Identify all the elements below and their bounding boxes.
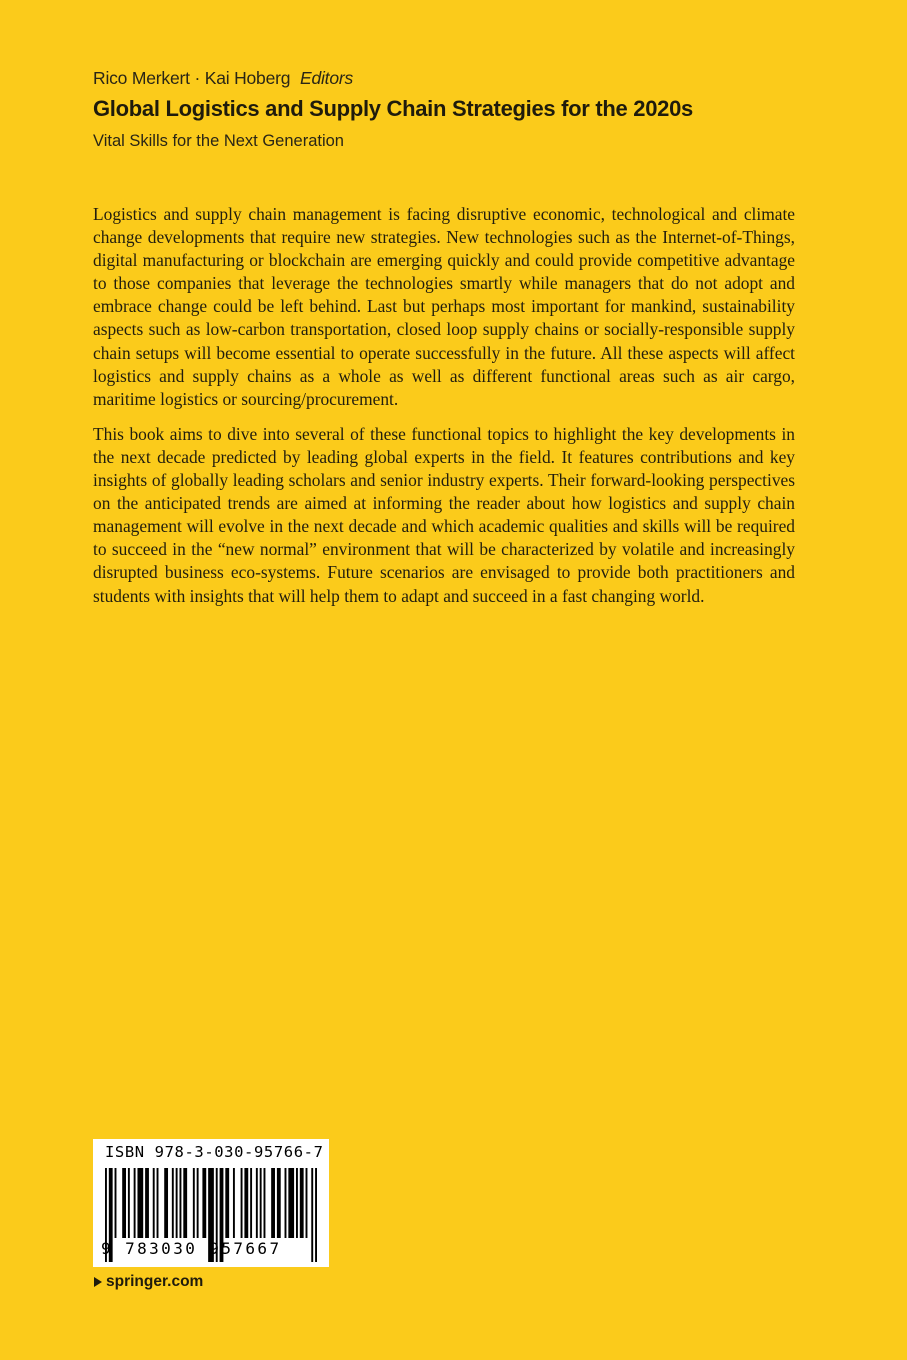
barcode-bar [134, 1168, 136, 1238]
barcode-bar [179, 1168, 181, 1238]
isbn-barcode [93, 1139, 329, 1267]
barcode-bar [164, 1168, 168, 1238]
barcode-bar [271, 1168, 275, 1238]
editors-line [93, 66, 813, 90]
barcode-bar [128, 1168, 130, 1238]
publisher-url: springer.com [106, 1273, 204, 1290]
barcode-bar [264, 1168, 266, 1238]
editors-role: Editors [299, 68, 354, 88]
barcode-bar [244, 1168, 248, 1238]
barcode-bar [176, 1168, 178, 1238]
barcode-bar [260, 1168, 262, 1238]
barcode-bar [122, 1168, 126, 1238]
barcode-bar [137, 1168, 143, 1238]
barcode-bar [296, 1168, 298, 1238]
blurb-paragraph: Logistics and supply chain management is facing disruptive economic, technological and climate change developments that require new strategies. New technologies such as the Internet-of-Things, digital manufacturing or blockchain are emerging quickly and could provide competitive advantage to those companies that leverage the technologies smartly while managers that do not adopt and embrace change could be left behind. Last but perhaps most important for mankind, sustainability aspects such as low-carbon transportation, closed loop supply chains or socially-responsible supply chain setups will become essential to operate successfully in the future. All these aspects will affect logistics and supply chains as a whole as well as different functional areas such as air cargo, maritime logistics or sourcing/procurement. [93, 204, 795, 409]
editor-names: Rico Merkert · Kai Hoberg [93, 68, 291, 88]
book-title: Global Logistics and Supply Chain Strategies for the 2020s [93, 96, 693, 121]
barcode-bar [233, 1168, 235, 1238]
barcode-bar [225, 1168, 229, 1238]
barcode-bar [115, 1168, 117, 1238]
barcode-bar [153, 1168, 155, 1238]
barcode-bar [241, 1168, 243, 1238]
barcode-bar [300, 1168, 304, 1238]
barcode-bar [288, 1168, 294, 1238]
barcode-bar [202, 1168, 206, 1238]
isbn-label: ISBN 978-3-030-95766-7 [105, 1143, 324, 1161]
barcode-bar [306, 1168, 308, 1238]
barcode-bar [172, 1168, 174, 1238]
barcode-bar [277, 1168, 281, 1238]
barcode-bar [311, 1168, 313, 1262]
barcode-bar [157, 1168, 159, 1238]
barcode-bar [197, 1168, 199, 1238]
barcode-bar [145, 1168, 149, 1238]
arrow-right-icon [93, 1276, 103, 1288]
barcode-bar [285, 1168, 287, 1238]
barcode-bar [183, 1168, 187, 1238]
barcode-bar [256, 1168, 258, 1238]
barcode-bar [315, 1168, 317, 1262]
barcode-bar [250, 1168, 252, 1238]
blurb-text [93, 203, 795, 608]
blurb-paragraph: This book aims to dive into several of these functional topics to highlight the key developments in the next decade predicted by leading global experts in the field. It features contributions and key insights of globally leading scholars and senior industry experts. Their forward-looking perspectives on the anticipated trends are aimed at informing the reader about how logistics and supply chain management will evolve in the next decade and which academic qualities and skills will be required to succeed in the “new normal” environment that will be characterized by volatile and increasingly disrupted business eco-systems. Future scenarios are envisaged to provide both practitioners and students with insights that will help them to adapt and succeed in a fast changing world. [93, 423, 795, 606]
publisher-link[interactable] [93, 1273, 203, 1291]
cover-header [93, 66, 813, 153]
barcode-bar [193, 1168, 195, 1238]
barcode-digits: 9 783030 957667 [101, 1239, 282, 1258]
book-subtitle: Vital Skills for the Next Generation [93, 132, 344, 150]
